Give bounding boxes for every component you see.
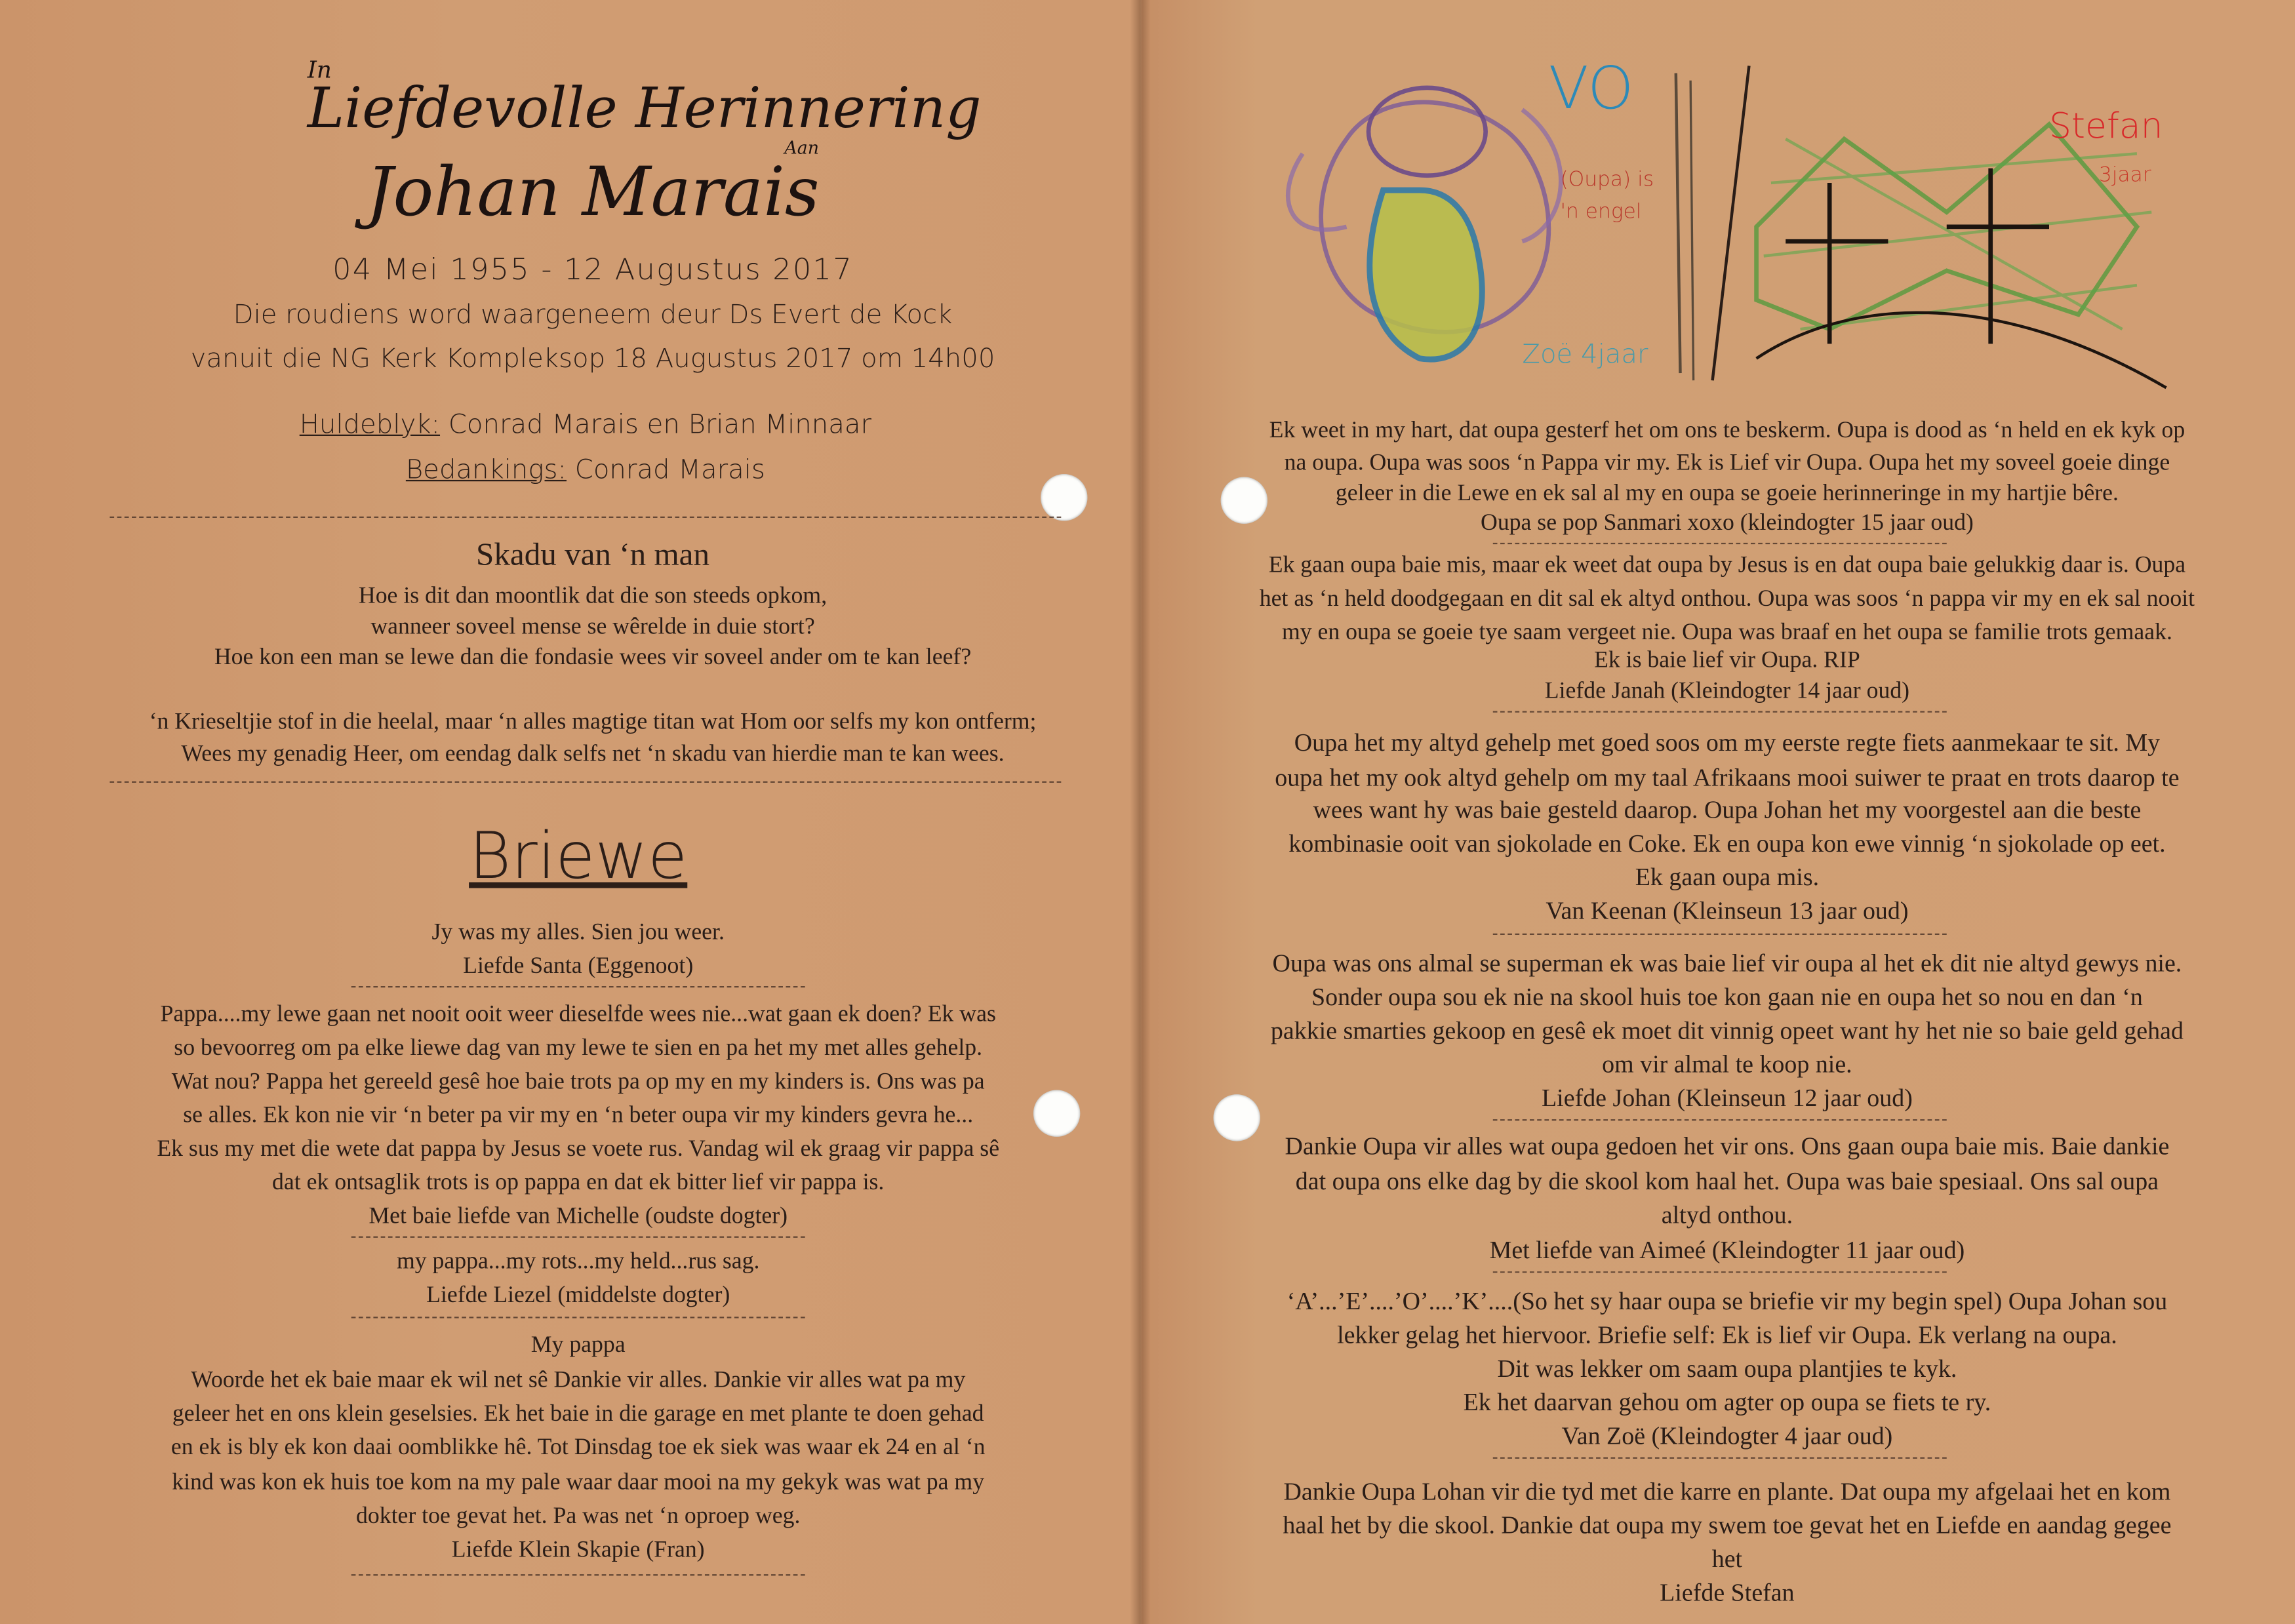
letter-line: en ek is bly ek kon daai oomblikke hê. Tot Dinsdag toe ek siek was waar ek 24 en al ‘n <box>170 1435 986 1461</box>
letters-title: Briewe <box>469 819 688 894</box>
divider <box>1493 543 1947 544</box>
divider <box>110 782 1061 783</box>
letter-line: geleer het en ons klein geselsies. Ek het baie in die garage en met plante te doen gehad <box>172 1401 984 1427</box>
letter-line: pakkie smarties gekoop en gesê ek moet dit vinnig opeet want hy het nie so baie geld gehad <box>1270 1016 2184 1045</box>
letter-line: My pappa <box>530 1332 626 1358</box>
letter-line: so bevoorreg om pa elke liewe dag van my lewe te sien en pa het my met alles gehelp. <box>174 1035 983 1061</box>
letter-line: Wat nou? Pappa het gereeld gesê hoe baie trots pa op my en my kinders is. Ons was pa <box>171 1069 985 1095</box>
service-line-2: vanuit die NG Kerk Kompleksop 18 Augustus 2017 om 14h00 <box>190 344 995 375</box>
divider <box>1493 1457 1947 1459</box>
letter-line: wees want hy was baie gesteld daarop. Oupa Johan het my voorgestel aan die beste <box>1313 795 2142 824</box>
life-dates: 04 Mei 1955 - 12 Augustus 2017 <box>332 251 853 287</box>
letter-line: Ek gaan oupa baie mis, maar ek weet dat oupa by Jesus is en dat oupa baie gelukkig daar is. Oupa <box>1268 553 2186 578</box>
letter-signature: Met liefde van Aimeé (Kleindogter 11 jaar oud) <box>1489 1236 1965 1265</box>
letter-signature: Liefde Stefan <box>1660 1578 1795 1607</box>
poem-line: Wees my genadig Heer, om eendag dalk selfs net ‘n skadu van hierdie man te kan wees. <box>181 742 1005 767</box>
letter-signature: Liefde Janah (Kleindogter 14 jaar oud) <box>1544 679 1910 704</box>
drawing-text-vo: VO <box>1548 55 1634 123</box>
tribute-line <box>220 410 951 441</box>
letter-line: haal het by die skool. Dankie dat oupa my swem toe gevat het en Liefde en aandag gegee <box>1283 1511 2172 1539</box>
poem-line: Hoe kon een man se lewe dan die fondasie wees vir soveel ander om te kan leef? <box>214 645 972 671</box>
thanks-value: Conrad Marais <box>574 455 765 486</box>
divider <box>1493 1271 1947 1273</box>
divider <box>1493 711 1947 713</box>
letter-signature: Met baie liefde van Michelle (oudste dogter) <box>369 1204 788 1229</box>
letter-signature: Van Zoë (Kleindogter 4 jaar oud) <box>1561 1422 1893 1450</box>
letter-line: ‘A’...’E’....’O’....’K’....(So het sy haar oupa se briefie vir my begin spel) Oupa Johan sou <box>1287 1287 2168 1316</box>
thanks-label: Bedankings: <box>405 455 567 486</box>
letter-line: het <box>1711 1545 1743 1573</box>
letter-line: Ek is baie lief vir Oupa. RIP <box>1594 648 1860 673</box>
letter-signature: Liefde Klein Skapie (Fran) <box>451 1537 705 1563</box>
divider <box>1493 1119 1947 1120</box>
poem-line: Hoe is dit dan moontlik dat die son steeds opkom, <box>358 584 828 609</box>
letter-line: Oupa het my altyd gehelp met goed soos om my eerste regte fiets aanmekaar te sit. My <box>1294 728 2161 757</box>
divider <box>351 1237 805 1238</box>
letter-line: Jy was my alles. Sien jou weer. <box>431 920 725 945</box>
letter-signature: Liefde Johan (Kleinseun 12 jaar oud) <box>1542 1084 1913 1112</box>
letter-line: Pappa....my lewe gaan net nooit ooit weer dieselfde wees nie...wat gaan ek doen? Ek was <box>160 1002 996 1027</box>
letter-line: dat ek ontsaglik trots is op pappa en dat ek bitter lief vir pappa is. <box>272 1170 885 1196</box>
divider <box>351 986 805 987</box>
letter-line: Woorde het ek baie maar ek wil net sê Dankie vir alles. Dankie vir alles wat pa my <box>191 1368 966 1393</box>
divider <box>1493 934 1947 935</box>
aan-label: Aan <box>784 137 820 159</box>
in-label: In <box>307 55 332 84</box>
letter-line: kind was kon ek huis toe kom na my pale waar daar mooi na my gekyk was wat pa my <box>172 1470 985 1495</box>
letter-line: Ek gaan oupa mis. <box>1635 863 1820 892</box>
letter-line: se alles. Ek kon nie vir ‘n beter pa vir my en ‘n beter oupa vir my kinders gevra he... <box>183 1103 974 1128</box>
letter-line: Ek weet in my hart, dat oupa gesterf het om ons te beskerm. Oupa is dood as ‘n held en ek kyk op <box>1269 418 2185 444</box>
letter-line: na oupa. Oupa was soos ‘n Pappa vir my. Ek is Lief vir Oupa. Oupa het my soveel goeie dinge <box>1284 450 2170 476</box>
divider <box>110 517 1061 518</box>
letter-line: Sonder oupa sou ek nie na skool huis toe kon gaan nie en oupa het so nou en dan ‘n <box>1311 983 2143 1011</box>
page-fold <box>1130 0 1150 1624</box>
letter-line: kombinasie ooit van sjokolade en Coke. Ek en oupa kon ewe vinnig ‘n sjokolade op eet. <box>1288 829 2166 858</box>
letter-line: my en oupa se goeie tye saam vergeet nie. Oupa was braaf en het oupa se familie trots gemaak. <box>1281 620 2172 646</box>
drawing-caption-age: 3jaar <box>2098 163 2151 188</box>
tribute-value: Conrad Marais en Brian Minnaar <box>448 409 871 441</box>
letter-line: oupa het my ook altyd gehelp om my taal Afrikaans mooi suiwer te praat en trots daarop te <box>1275 763 2180 792</box>
letter-line: het as ‘n held doodgegaan en dit sal ek altyd onthou. Oupa was soos ‘n pappa vir my en ek sal nooit <box>1259 586 2195 612</box>
drawing-signature-zoe: Zoë 4jaar <box>1522 339 1648 370</box>
tribute-label: Huldeblyk: <box>299 409 441 441</box>
letter-line: Ek sus my met die wete dat pappa by Jesus se voete rus. Vandag wil ek graag vir pappa sê <box>157 1136 1000 1162</box>
drawing-caption-angel: (Oupa) is 'n engel <box>1560 168 1654 224</box>
letter-line: om vir almal te koop nie. <box>1602 1050 1852 1079</box>
letter-line: geleer in die Lewe en ek sal al my en oupa se goeie herinneringe in my hartjie bêre. <box>1335 481 2119 507</box>
drawing-text-stefan: Stefan <box>2049 105 2163 147</box>
letter-line: lekker gelag het hiervoor. Briefie self: Ek is lief vir Oupa. Ek verlang na oupa. <box>1337 1321 2117 1349</box>
letter-line: dokter toe gevat het. Pa was net ‘n oproep weg. <box>356 1504 801 1529</box>
letter-line: Ek het daarvan gehou om agter op oupa se fiets te ry. <box>1463 1388 1991 1417</box>
letter-signature: Liefde Santa (Eggenoot) <box>463 953 694 979</box>
deceased-name: Johan Marais <box>366 152 820 231</box>
divider <box>351 1574 805 1575</box>
letter-signature: Liefde Liezel (middelste dogter) <box>426 1283 730 1308</box>
divider <box>351 1317 805 1318</box>
letter-line: Dankie Oupa Lohan vir die tyd met die karre en plante. Dat oupa my afgelaai het en kom <box>1283 1477 2171 1506</box>
poem-line: ‘n Krieseltjie stof in die heelal, maar ‘n alles magtige titan wat Hom oor selfs my kon ontferm; <box>149 709 1037 735</box>
letter-line: Dankie Oupa vir alles wat oupa gedoen het vir ons. Ons gaan oupa baie mis. Baie dankie <box>1285 1132 2170 1160</box>
letter-line: Oupa was ons almal se superman ek was baie lief vir oupa al het ek dit nie altyd gewys nie. <box>1272 949 2182 978</box>
child-drawings <box>1259 51 2196 403</box>
service-line-1: Die roudiens word waargeneem deur Ds Evert de Kock <box>233 300 953 331</box>
letter-signature: Oupa se pop Sanmari xoxo (kleindogter 15 jaar oud) <box>1481 510 1974 536</box>
letter-line: Dit was lekker om saam oupa plantjies te kyk. <box>1497 1355 1957 1383</box>
thanks-line <box>220 455 951 486</box>
letter-signature: Van Keenan (Kleinseun 13 jaar oud) <box>1546 896 1909 925</box>
letter-line: dat oupa ons elke dag by die skool kom haal het. Oupa was baie spesiaal. Ons sal oupa <box>1295 1167 2159 1196</box>
letter-line: altyd onthou. <box>1661 1201 1793 1229</box>
memorial-title: Liefdevolle Herinnering <box>307 76 982 141</box>
poem-line: wanneer soveel mense se wêrelde in duie stort? <box>370 614 815 640</box>
poem-title: Skadu van ‘n man <box>476 535 709 572</box>
punch-hole <box>1041 474 1087 521</box>
letter-line: my pappa...my rots...my held...rus sag. <box>396 1249 760 1275</box>
